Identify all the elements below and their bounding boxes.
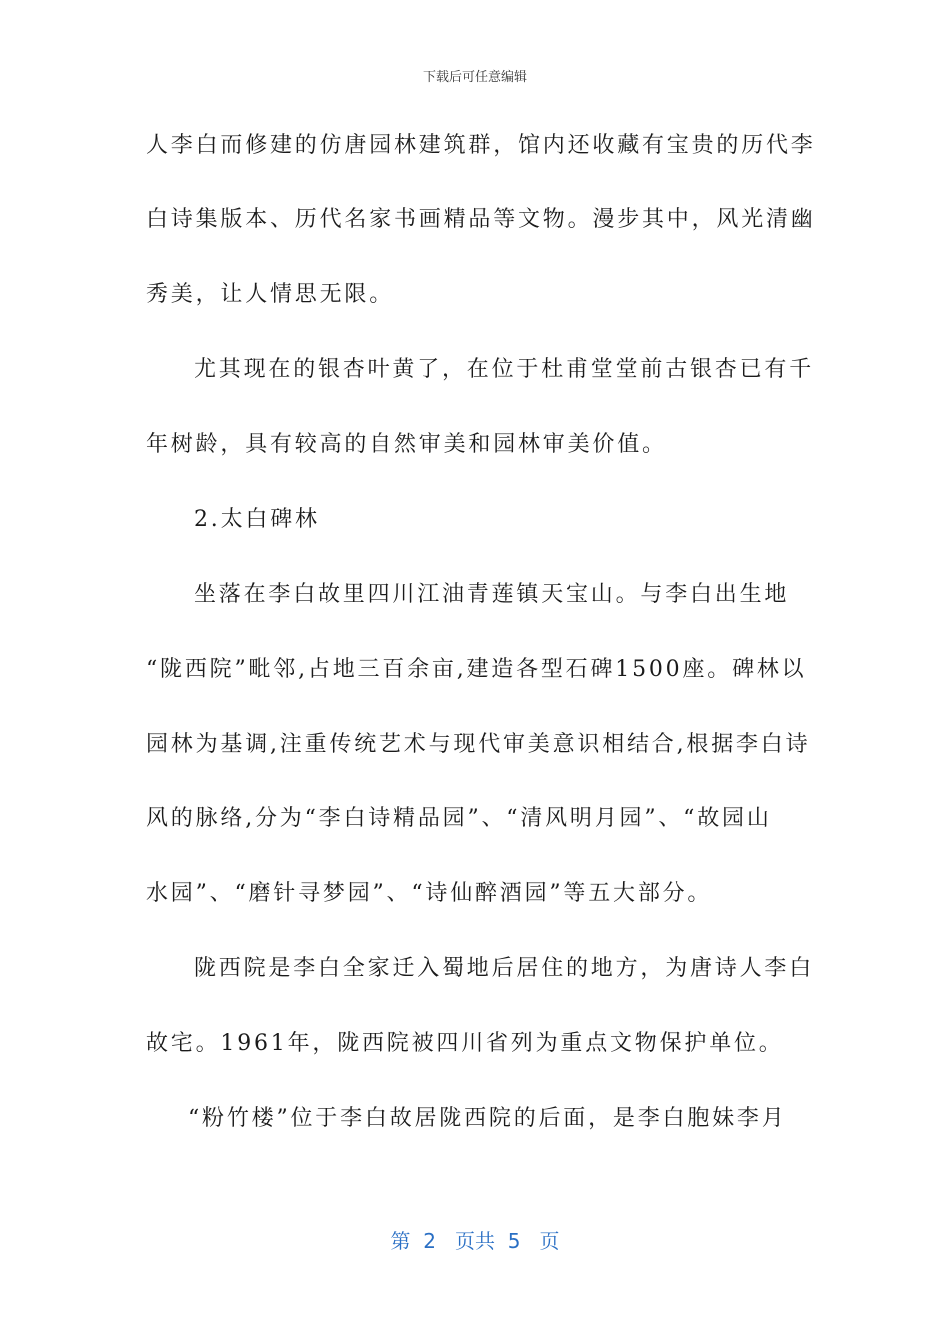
body-line: 园林为基调,注重传统艺术与现代审美意识相结合,根据李白诗 (146, 732, 811, 757)
body-line: 秀美，让人情思无限。 (146, 282, 395, 307)
body-line: 水园”、“磨针寻梦园”、“诗仙醉酒园”等五大部分。 (146, 881, 713, 906)
body-line: 风的脉络,分为“李白诗精品园”、“清风明月园”、“故园山 (146, 806, 772, 831)
body-line: 年树龄，具有较高的自然审美和园林审美价值。 (146, 432, 667, 457)
header-note: 下载后可任意编辑 (422, 70, 527, 85)
body-line: “粉竹楼”位于李白故居陇西院的后面，是李白胞妹李月 (188, 1106, 787, 1131)
body-line: 陇西院是李白全家迁入蜀地后居住的地方，为唐诗人李白 (194, 956, 815, 981)
section-heading: 2.太白碑林 (194, 507, 320, 532)
body-line: 坐落在李白故里四川江油青莲镇天宝山。与李白出生地 (194, 582, 790, 607)
body-line: 尤其现在的银杏叶黄了，在位于杜甫堂堂前古银杏已有千 (194, 357, 815, 382)
body-line: 人李白而修建的仿唐园林建筑群，馆内还收藏有宝贵的历代李 (146, 133, 816, 158)
body-line: 故宅。1961年，陇西院被四川省列为重点文物保护单位。 (146, 1031, 784, 1056)
page-number: 第 2 页共 5 页 (390, 1229, 560, 1253)
body-line: “陇西院”毗邻,占地三百余亩,建造各型石碑1500座。碑林以 (146, 657, 807, 682)
body-line: 白诗集版本、历代名家书画精品等文物。漫步其中，风光清幽 (146, 207, 816, 232)
